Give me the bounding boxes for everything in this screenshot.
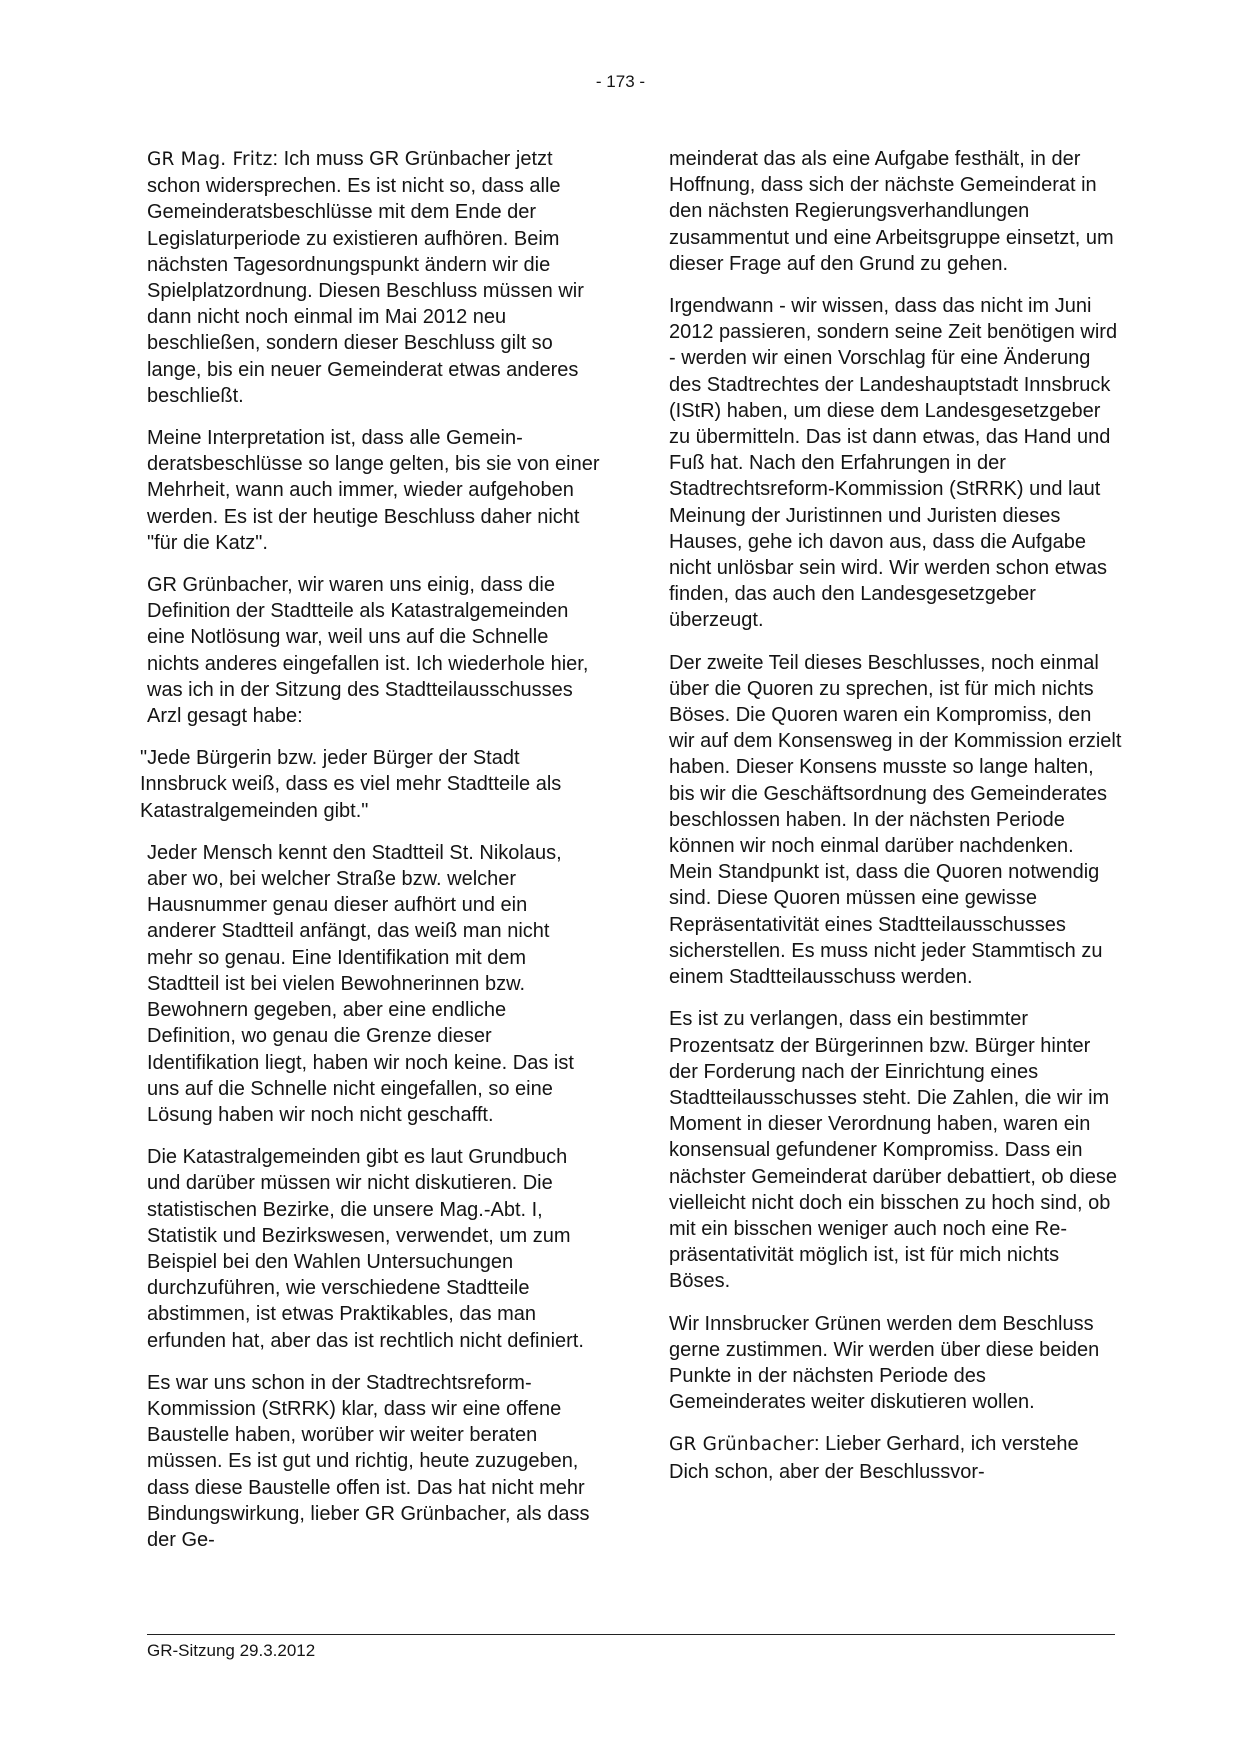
paragraph-text: Es ist zu verlangen, dass ein bestimmter Prozentsatz der Bürgerinnen bzw. Bürger hinter der Forderung nach der Einrichtung eines Stadtteilausschusses steht. Die Zahlen, die wir im Moment in dieser Verordnung haben, waren ein konsensual gefundener Kompromiss. Dass ein nächster Gemeinderat darüber debattiert, ob diese vielleicht nicht doch ein bisschen zu hoch sind, ob mit ein bisschen weniger auch noch eine Repräsentativität möglich ist, ist für mich nichts Böses. xyxy=(669,1008,1118,1293)
paragraph-text: Der zweite Teil dieses Beschlusses, noch einmal über die Quoren zu sprechen, ist für mich nichts Böses. Die Quoren waren ein Kompromiss, den wir auf dem Konsensweg in der Kommission erzielt haben. Dieser Konsens musste so lange halten, bis wir die Geschäftsordnung des Gemeinderates beschlossen haben. In der nächsten Periode können wir noch einmal darüber nachdenken. Mein Standpunkt ist, dass die Quoren notwendig sind. Diese Quoren müssen eine gewisse Repräsentativität eines Stadtteilausschusses sicherstellen. Es muss nicht jeder Stammtisch zu einem Stadtteilausschuss werden. xyxy=(669,651,1122,989)
paragraph xyxy=(669,293,1122,634)
page-number: - 173 - xyxy=(595,72,646,91)
paragraph-text: : Lieber Gerhard, ich verstehe Dich schon, aber der Beschlussvor- xyxy=(669,1433,1079,1483)
paragraph xyxy=(669,650,1122,991)
right-column xyxy=(669,146,1122,1485)
paragraph xyxy=(147,425,600,556)
paragraph-text: Irgendwann - wir wissen, dass das nicht im Juni 2012 passieren, sondern seine Zeit benötigen wird - werden wir einen Vorschlag für eine Änderung des Stadtrechtes der Landeshauptstadt Innsbruck (IStR) haben, um diese dem Landesgesetzgeber zu übermitteln. Das ist dann etwas, das Hand und Fuß hat. Nach den Erfahrungen in der Stadtrechtsreform-Kommission (StRRK) und laut Meinung der Juristinnen und Juristen dieses Hauses, gehe ich davon aus, dass die Aufgabe nicht unlösbar sein wird. Wir werden schon etwas finden, das auch den Landesgesetzgeber überzeugt. xyxy=(669,295,1118,632)
speaker-name: GR Mag. Fritz xyxy=(147,149,273,170)
paragraph-text: Die Katastralgemeinden gibt es laut Grundbuch und darüber müssen wir nicht diskutieren. Die statistischen Bezirke, die unsere Mag.-Abt. I, Statistik und Bezirkswesen, verwendet, um zum Beispiel bei den Wahlen Untersuchungen durchzuführen, wie verschiedene Stadtteile abstimmen, ist etwas Praktikables, das man erfunden hat, aber das ist rechtlich nicht definiert. xyxy=(147,1146,584,1352)
left-column xyxy=(140,146,600,1553)
paragraph xyxy=(147,146,600,409)
footer-rule xyxy=(147,1634,1115,1635)
paragraph xyxy=(669,146,1122,277)
paragraph xyxy=(147,1370,600,1553)
paragraph xyxy=(147,1144,600,1354)
paragraph-text: Jeder Mensch kennt den Stadtteil St. Nikolaus, aber wo, bei welcher Straße bzw. welcher Hausnummer genau dieser aufhört und ein anderer Stadtteil anfängt, das weiß man nicht mehr so genau. Eine Identifikation mit dem Stadtteil ist bei vielen Bewohnerinnen bzw. Bewohnern gegeben, aber eine endliche Definition, wo genau die Grenze dieser Identifikation liegt, haben wir noch keine. Das ist uns auf die Schnelle nicht eingefallen, so eine Lösung haben wir noch nicht geschafft. xyxy=(147,841,574,1126)
paragraph xyxy=(669,1431,1122,1484)
paragraph xyxy=(147,572,600,729)
footer-text: GR-Sitzung 29.3.2012 xyxy=(147,1641,316,1660)
speaker-name: GR Grünbacher xyxy=(669,1434,815,1456)
paragraph-text: Es war uns schon in der Stadtrechtsreform-Kommission (StRRK) klar, dass wir eine offene Baustelle haben, worüber wir weiter beraten müssen. Es ist gut und richtig, heute zuzugeben, dass diese Baustelle offen ist. Das hat nicht mehr Bindungswirkung, lieber GR Grünbacher, als dass der Ge- xyxy=(147,1371,590,1551)
paragraph xyxy=(669,1311,1122,1416)
paragraph-text: Wir Innsbrucker Grünen werden dem Beschluss gerne zustimmen. Wir werden über diese beiden Punkte in der nächsten Periode des Gemeinderates weiter diskutieren wollen. xyxy=(669,1312,1100,1414)
paragraph xyxy=(669,1006,1122,1294)
paragraph-text: "Jede Bürgerin bzw. jeder Bürger der Stadt Innsbruck weiß, dass es viel mehr Stadtteile als Katastralgemeinden gibt." xyxy=(140,747,562,822)
paragraph-text: meinderat das als eine Aufgabe festhält, in der Hoffnung, dass sich der nächste Gemeinderat in den nächsten Regierungsverhandlungen zusammentut und eine Arbeitsgruppe einsetzt, um dieser Frage auf den Grund zu gehen. xyxy=(669,148,1114,275)
paragraph-text: GR Grünbacher, wir waren uns einig, dass die Definition der Stadtteile als Katastralgemeinden eine Notlösung war, weil uns auf die Schnelle nichts anderes eingefallen ist. Ich wiederhole hier, was ich in der Sitzung des Stadtteilausschusses Arzl gesagt habe: xyxy=(147,574,589,728)
quote-paragraph xyxy=(140,745,600,824)
paragraph xyxy=(147,840,600,1128)
paragraph-text: : Ich muss GR Grünbacher jetzt schon widersprechen. Es ist nicht so, dass alle Gemeinderatsbeschlüsse mit dem Ende der Legislaturperiode zu existieren aufhören. Beim nächsten Tagesordnungspunkt ändern wir die Spielplatzordnung. Diesen Beschluss müssen wir dann nicht noch einmal im Mai 2012 neu beschließen, sondern dieser Beschluss gilt so lange, bis ein neuer Gemeinderat etwas anderes beschließt. xyxy=(147,148,584,407)
paragraph-text: Meine Interpretation ist, dass alle Gemeinderatsbeschlüsse so lange gelten, bis sie von einer Mehrheit, wann auch immer, wieder aufgehoben werden. Es ist der heutige Beschluss daher nicht "für die Katz". xyxy=(147,427,600,554)
